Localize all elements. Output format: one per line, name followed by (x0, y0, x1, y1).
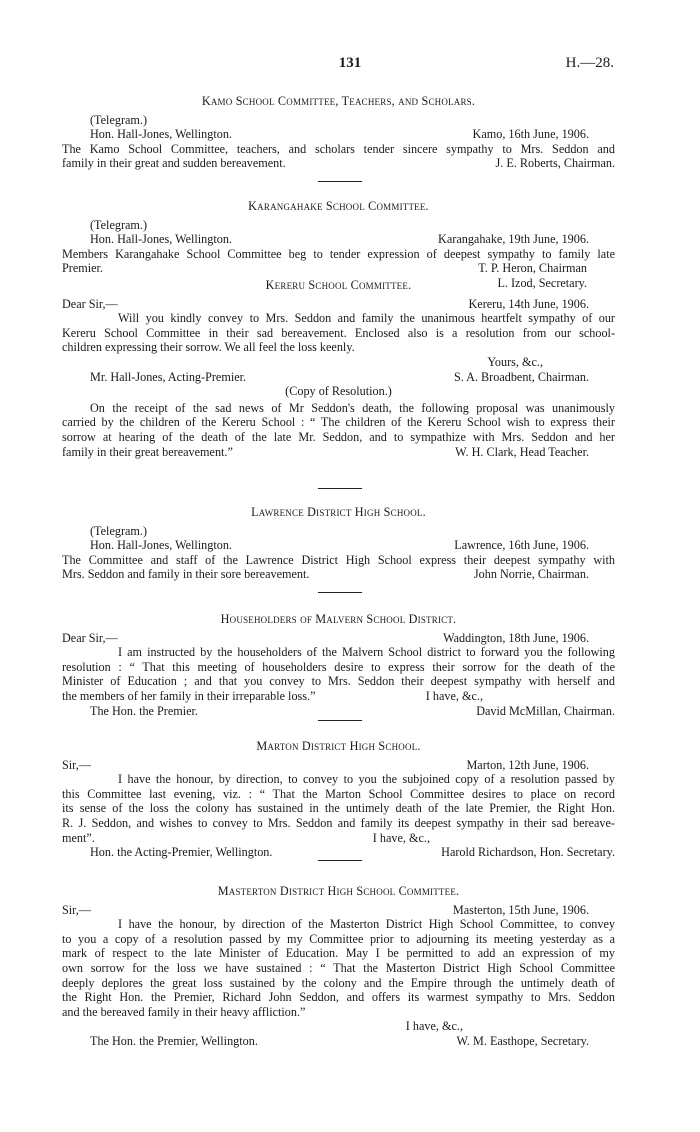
signature: Harold Richardson, Hon. Secretary. (441, 845, 615, 860)
body-line: ment”. (62, 830, 95, 845)
section-title: Karangahake School Committee. (248, 199, 429, 213)
closing: Yours, &c., (487, 354, 543, 369)
addressee: Hon. Hall-Jones, Wellington. (90, 127, 232, 142)
section-title: Kereru School Committee. (265, 278, 412, 292)
signature: T. P. Heron, Chairman (478, 261, 587, 276)
body-line: carried by the children of the Kereru School : “ The children of the Kereru School wish to express their (62, 415, 615, 430)
addressee: Mr. Hall-Jones, Acting-Premier. (90, 369, 247, 384)
body-line: I am instructed by the householders of the Malvern School district to forward you the following (118, 645, 615, 660)
body-line: On the receipt of the sad news of Mr Seddon's death, the following proposal was unanimously (90, 400, 615, 415)
body-line: I have the honour, by direction of the Masterton District High School Committee, to convey (118, 917, 615, 932)
body-line: I have the honour, by direction, to convey to you the subjoined copy of a resolution passed by (118, 772, 615, 787)
place-date: Karangahake, 19th June, 1906. (438, 232, 589, 247)
body-line: family in their great bereavement.” (62, 444, 233, 459)
copy-note: (Copy of Resolution.) (285, 384, 392, 399)
addressee: The Hon. the Premier. (90, 703, 198, 718)
section-malvern (62, 612, 615, 718)
body-line: Premier. (62, 261, 103, 276)
telegram-note: (Telegram.) (90, 112, 148, 127)
body-line: sorrow at hearing of the death of the late Mr. Seddon, and to sympathize with Mrs. Seddon and her (62, 429, 615, 444)
section-karangahake (62, 199, 615, 291)
page-number: 131 (338, 55, 362, 71)
place-date: Kereru, 14th June, 1906. (468, 296, 589, 311)
telegram-note: (Telegram.) (90, 217, 148, 232)
body-line: deeply deplores the great loss sustained by the colony and the Empire through the untimely death of (62, 975, 615, 990)
salutation: Sir,— (62, 902, 91, 917)
signature: W. H. Clark, Head Teacher. (455, 444, 589, 459)
body-line: own sorrow for the loss we have sustained : “ That the Masterton District High School Committee (62, 960, 615, 975)
signature: David McMillan, Chairman. (476, 703, 615, 718)
section-title: Masterton District High School Committee. (217, 884, 460, 898)
place-date: Marton, 12th June, 1906. (466, 757, 589, 772)
section-divider (318, 181, 362, 182)
body-line: Will you kindly convey to Mrs. Seddon and family the unanimous heartfelt sympathy of our (118, 311, 615, 326)
body-line: this Committee last evening, viz. : “ That the Marton School Committee desires to place on record (62, 786, 615, 801)
addressee: Hon. the Acting-Premier, Wellington. (90, 845, 273, 860)
body-line: mark of respect to the late Minister of Education. May I be permitted to add an expression of my (62, 946, 615, 961)
signature: John Norrie, Chairman. (473, 567, 589, 582)
body-line: the members of her family in their irreparable loss.” (62, 688, 316, 703)
body-line: children expressing their sorrow. We all feel the loss keenly. (62, 340, 355, 355)
section-title: Lawrence District High School. (251, 505, 426, 519)
addressee: Hon. Hall-Jones, Wellington. (90, 232, 232, 247)
body-line: to you a copy of a resolution passed by my Committee prior to adjourning its meeting yesterday as a (62, 931, 615, 946)
body-line: and the bereaved family in their heavy affliction.” (62, 1004, 306, 1019)
closing: I have, &c., (405, 1019, 463, 1034)
salutation: Dear Sir,— (62, 296, 118, 311)
signature: W. M. Easthope, Secretary. (456, 1033, 589, 1048)
addressee: Hon. Hall-Jones, Wellington. (90, 538, 232, 553)
signature: J. E. Roberts, Chairman. (495, 156, 615, 171)
body-line: The Committee and staff of the Lawrence District High School express their deepest sympathy with (62, 552, 615, 567)
addressee: The Hon. the Premier, Wellington. (90, 1033, 258, 1048)
body-line: Mrs. Seddon and family in their sore bereavement. (62, 567, 310, 582)
salutation: Dear Sir,— (62, 630, 118, 645)
body-line: resolution : “ That this meeting of householders desire to express their sorrow for the death of the (62, 659, 615, 674)
signature: L. Izod, Secretary. (497, 275, 587, 290)
closing: I have, &c., (372, 830, 430, 845)
body-line: the Right Hon. the Premier, Richard John Seddon, and offers its warmest sympathy to Mrs. Seddon (62, 990, 615, 1005)
section-title: Marton District High School. (256, 739, 421, 753)
closing: I have, &c., (425, 688, 483, 703)
body-line: Members Karangahake School Committee beg to tender expression of deepest sympathy to family late (62, 246, 615, 261)
section-kamo (62, 94, 615, 171)
section-kereru (62, 275, 615, 459)
body-line: Minister of Education ; and that you convey to Mrs. Seddon their deepest sympathy with herself and (62, 674, 615, 689)
section-lawrence (62, 505, 615, 582)
body-line: The Kamo School Committee, teachers, and scholars tender sincere sympathy to Mrs. Seddon and (62, 141, 615, 156)
body-line: R. J. Seddon, and wishes to convey to Mrs. Seddon and family its deepest sympathy in their sad bereave- (62, 815, 615, 830)
section-divider (318, 860, 362, 861)
place-date: Masterton, 15th June, 1906. (452, 902, 589, 917)
section-marton (62, 739, 615, 860)
document-reference: H.—28. (565, 55, 614, 71)
place-date: Kamo, 16th June, 1906. (472, 127, 589, 142)
section-masterton (62, 884, 615, 1049)
body-line: family in their great and sudden bereavement. (62, 156, 286, 171)
section-divider (318, 720, 362, 721)
section-title: Kamo School Committee, Teachers, and Scholars. (201, 94, 476, 108)
section-divider (318, 592, 362, 593)
salutation: Sir,— (62, 757, 91, 772)
section-title: Householders of Malvern School District. (220, 612, 457, 626)
section-divider (318, 488, 362, 489)
telegram-note: (Telegram.) (90, 523, 148, 538)
signature: S. A. Broadbent, Chairman. (453, 369, 589, 384)
place-date: Waddington, 18th June, 1906. (443, 630, 589, 645)
body-line: Kereru School Committee in their sad bereavement. Enclosed also is a resolution from our school- (62, 325, 615, 340)
body-line: its sense of the loss the colony has sustained in the untimely death of the late Premier, the Right Hon. (62, 801, 615, 816)
place-date: Lawrence, 16th June, 1906. (454, 538, 589, 553)
